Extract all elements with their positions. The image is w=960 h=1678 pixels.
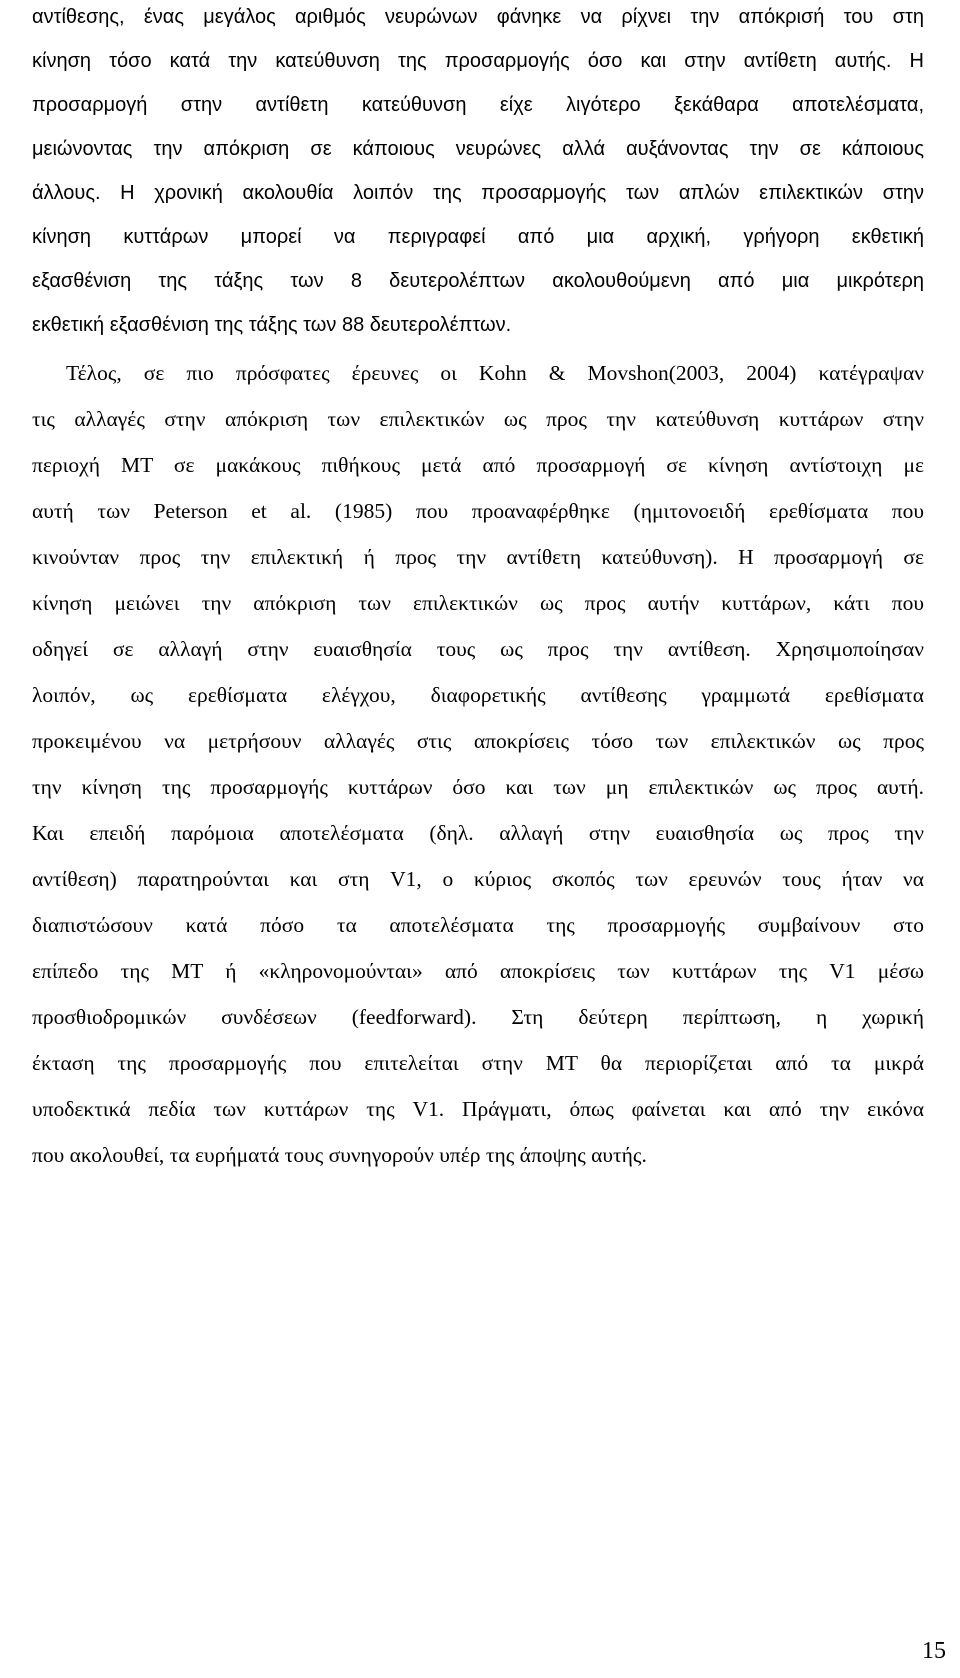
text-line: μειώνοντας την απόκριση σε κάποιους νευρώνες αλλά αυξάνοντας την σε κάποιους bbox=[32, 138, 924, 160]
text-line: προσθιοδρομικών συνδέσεων (feedforward). Στη δεύτερη περίπτωση, η χωρική bbox=[32, 1005, 924, 1029]
text-line: περιοχή ΜΤ σε μακάκους πιθήκους μετά από προσαρμογή σε κίνηση αντίστοιχη με bbox=[32, 453, 924, 477]
text-line: που ακολουθεί, τα ευρήματά τους συνηγορούν υπέρ της άποψης αυτής. bbox=[32, 1143, 647, 1167]
text-line: αντίθεσης, ένας μεγάλος αριθμός νευρώνων φάνηκε να ρίχνει την απόκρισή του στη bbox=[32, 6, 924, 28]
text-line: εκθετική εξασθένιση της τάξης των 88 δευτερολέπτων. bbox=[32, 314, 512, 336]
text-line: διαπιστώσουν κατά πόσο τα αποτελέσματα της προσαρμογής συμβαίνουν στο bbox=[32, 913, 924, 937]
text-line: κινούνταν προς την επιλεκτική ή προς την αντίθετη κατεύθυνση). Η προσαρμογή σε bbox=[32, 545, 924, 569]
text-line: λοιπόν, ως ερεθίσματα ελέγχου, διαφορετικής αντίθεσης γραμμωτά ερεθίσματα bbox=[32, 683, 924, 707]
text-line: έκταση της προσαρμογής που επιτελείται στην ΜΤ θα περιορίζεται από τα μικρά bbox=[32, 1051, 924, 1075]
text-line: κίνηση μειώνει την απόκριση των επιλεκτικών ως προς αυτήν κυττάρων, κάτι που bbox=[32, 591, 924, 615]
text-line: αυτή των Peterson et al. (1985) που προαναφέρθηκε (ημιτονοειδή ερεθίσματα που bbox=[32, 499, 924, 523]
text-line: επίπεδο της ΜΤ ή «κληρονομούνται» από αποκρίσεις των κυττάρων της V1 μέσω bbox=[32, 959, 924, 983]
page-number: 15 bbox=[922, 1638, 946, 1664]
text-line: οδηγεί σε αλλαγή στην ευαισθησία τους ως προς την αντίθεση. Χρησιμοποίησαν bbox=[32, 637, 924, 661]
text-line: εξασθένιση της τάξης των 8 δευτερολέπτων ακολουθούμενη από μια μικρότερη bbox=[32, 270, 924, 292]
text-line: την κίνηση της προσαρμογής κυττάρων όσο και των μη επιλεκτικών ως προς αυτή. bbox=[32, 775, 924, 799]
text-line: άλλους. Η χρονική ακολουθία λοιπόν της προσαρμογής των απλών επιλεκτικών στην bbox=[32, 182, 924, 204]
text-line: Τέλος, σε πιο πρόσφατες έρευνες οι Kohn & Movshon(2003, 2004) κατέγραψαν bbox=[66, 361, 924, 385]
text-line: κίνηση τόσο κατά την κατεύθυνση της προσαρμογής όσο και στην αντίθετη αυτής. Η bbox=[32, 50, 924, 72]
text-line: κίνηση κυττάρων μπορεί να περιγραφεί από μια αρχική, γρήγορη εκθετική bbox=[32, 226, 924, 248]
text-line: τις αλλαγές στην απόκριση των επιλεκτικών ως προς την κατεύθυνση κυττάρων στην bbox=[32, 407, 924, 431]
text-line: Και επειδή παρόμοια αποτελέσματα (δηλ. αλλαγή στην ευαισθησία ως προς την bbox=[32, 821, 924, 845]
text-line: προκειμένου να μετρήσουν αλλαγές στις αποκρίσεις τόσο των επιλεκτικών ως προς bbox=[32, 729, 924, 753]
text-line: αντίθεση) παρατηρούνται και στη V1, ο κύριος σκοπός των ερευνών τους ήταν να bbox=[32, 867, 924, 891]
text-line: υποδεκτικά πεδία των κυττάρων της V1. Πράγματι, όπως φαίνεται και από την εικόνα bbox=[32, 1097, 924, 1121]
text-line: προσαρμογή στην αντίθετη κατεύθυνση είχε λιγότερο ξεκάθαρα αποτελέσματα, bbox=[32, 94, 924, 116]
